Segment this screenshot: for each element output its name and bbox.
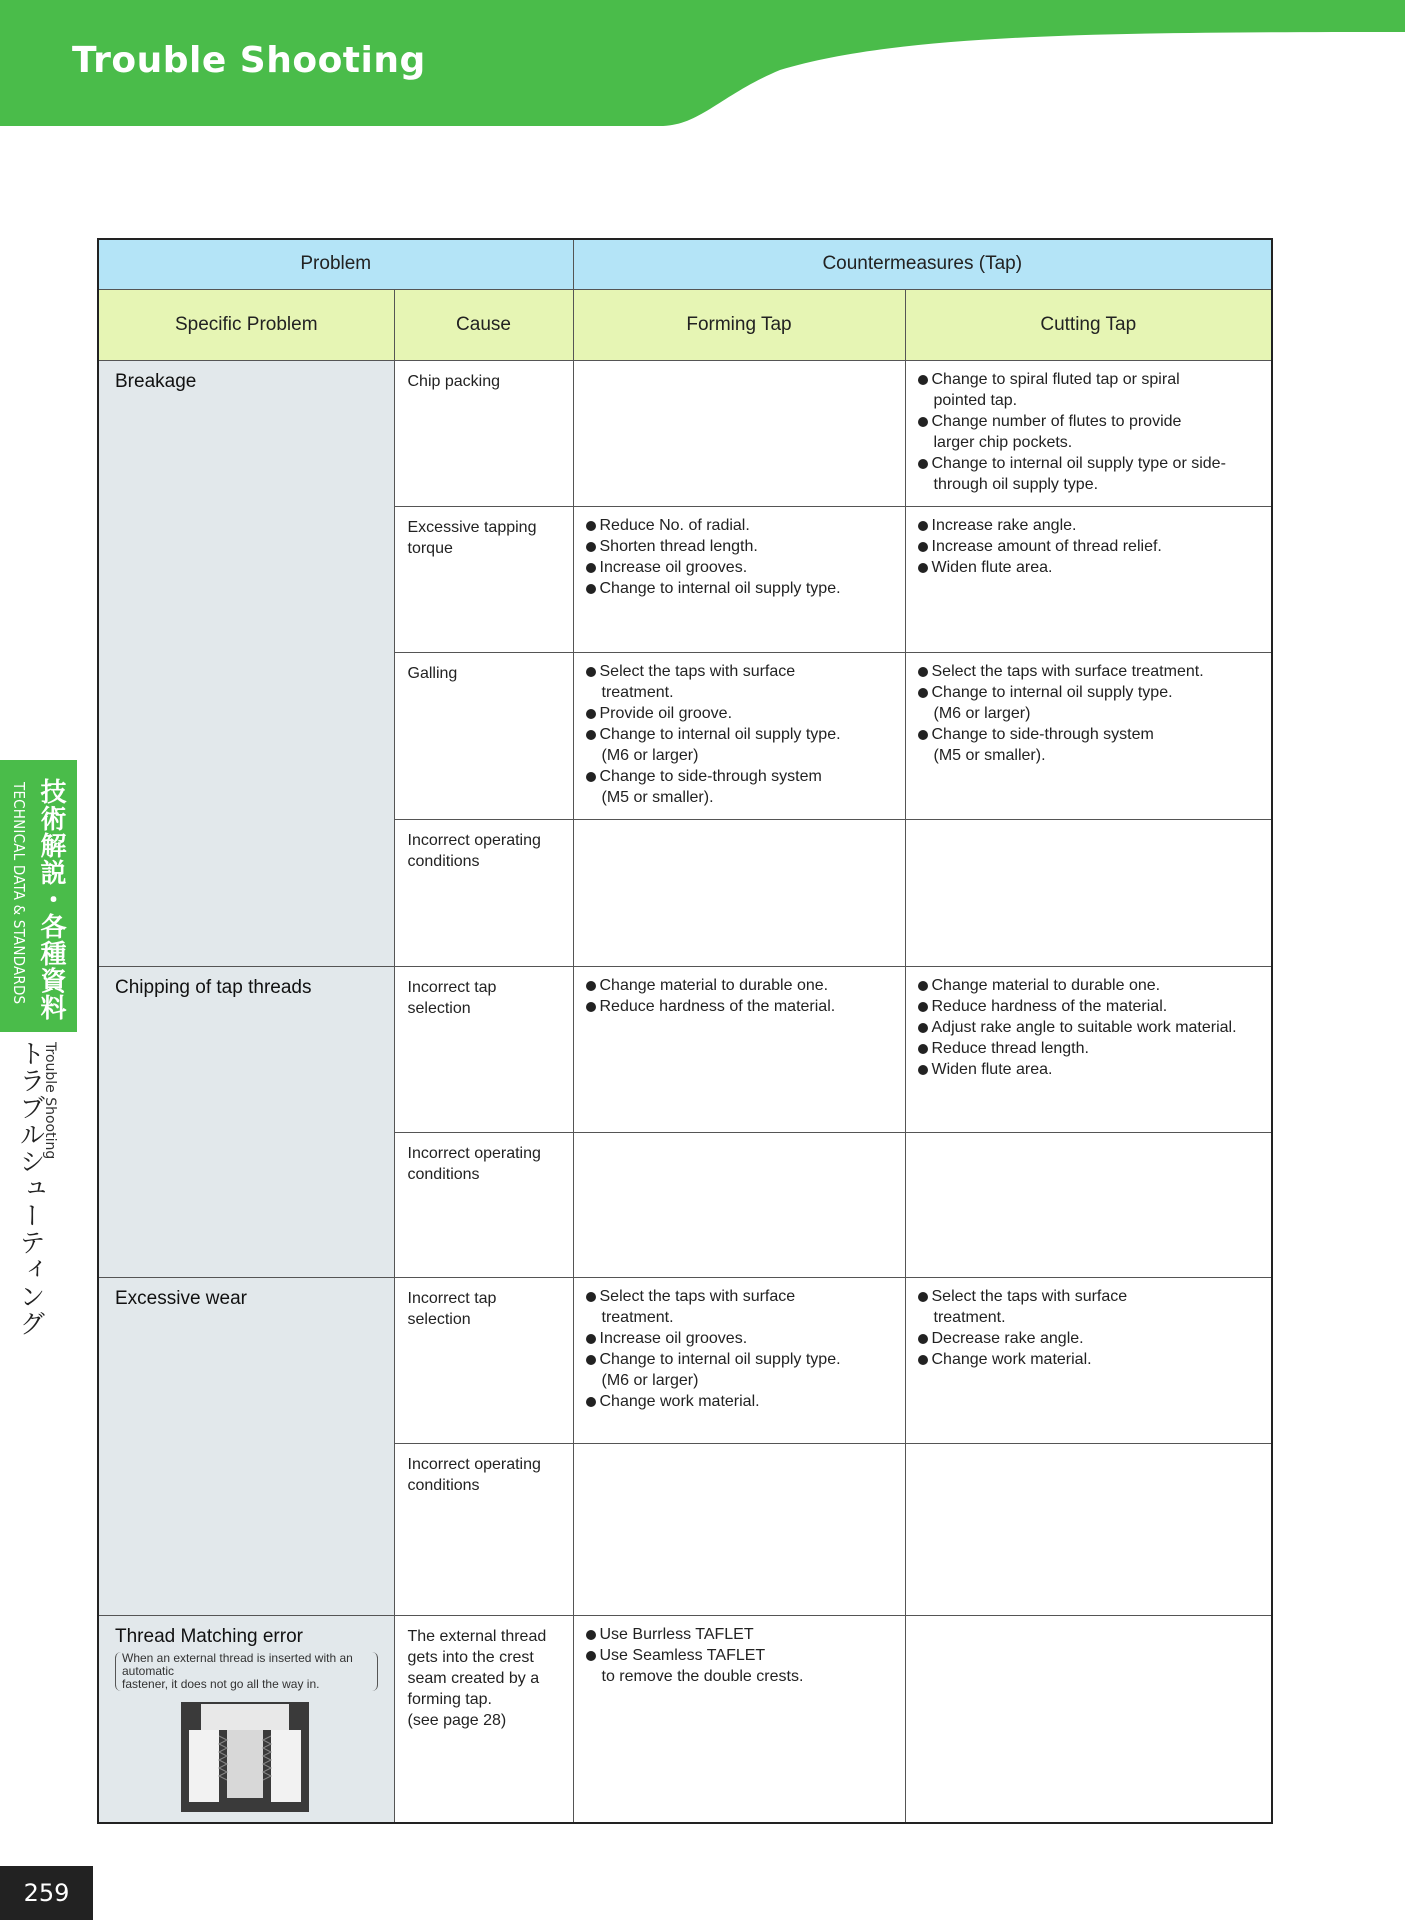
forming-countermeasure-list [586, 1624, 893, 1687]
countermeasure-text: Widen flute area. [931, 1060, 1053, 1078]
forming-countermeasure-list [586, 661, 893, 808]
countermeasure-item [586, 515, 893, 536]
countermeasure-text: Use Burrless TAFLET [599, 1625, 754, 1643]
table-header-row-1 [98, 239, 1272, 289]
countermeasure-item [918, 557, 1260, 578]
cause-cell [394, 966, 573, 1132]
section-label-en: TECHNICAL DATA & STANDARDS [10, 782, 28, 1005]
header-specific-problem: Specific Problem [98, 289, 394, 360]
countermeasure-item [918, 682, 1260, 724]
cutting-countermeasure-list [918, 369, 1260, 495]
countermeasure-text: Change to internal oil supply type. [599, 579, 841, 597]
countermeasure-item [918, 515, 1260, 536]
table-body [98, 360, 1272, 1823]
cutting-tap-cell [905, 652, 1272, 819]
cutting-tap-cell [905, 1132, 1272, 1277]
specific-problem-label: Chipping of tap threads [115, 976, 312, 998]
forming-tap-cell [573, 1277, 905, 1443]
cause-text: selection [407, 999, 471, 1017]
countermeasure-text: Change work material. [599, 1392, 760, 1410]
table-row [98, 360, 1272, 506]
cutting-tap-cell [905, 360, 1272, 506]
countermeasure-text: Select the taps with surface [599, 662, 796, 680]
cutting-countermeasure-list [918, 1286, 1260, 1370]
cause-text: forming tap. [407, 1690, 492, 1708]
countermeasure-item [586, 1349, 893, 1391]
cause-text: Incorrect operating [407, 831, 541, 849]
countermeasure-text: (M6 or larger) [601, 746, 699, 764]
countermeasure-item [918, 369, 1260, 411]
cutting-tap-cell [905, 506, 1272, 652]
forming-tap-cell [573, 966, 905, 1132]
header-band [0, 0, 1405, 130]
cause-text: Galling [407, 664, 458, 682]
countermeasure-text: Change to side-through system [931, 725, 1154, 743]
countermeasure-text: treatment. [601, 683, 674, 701]
countermeasure-text: Change number of flutes to provide [931, 412, 1182, 430]
forming-countermeasure-list [586, 1286, 893, 1412]
countermeasure-text: Change to internal oil supply type. [599, 725, 841, 743]
countermeasure-text: Change to internal oil supply type. [931, 683, 1173, 701]
countermeasure-text: Change to internal oil supply type. [599, 1350, 841, 1368]
cutting-tap-cell [905, 1277, 1272, 1443]
countermeasure-text: Reduce hardness of the material. [931, 997, 1168, 1015]
cause-cell [394, 652, 573, 819]
countermeasure-item [918, 536, 1260, 557]
countermeasure-item [586, 1286, 893, 1328]
trouble-shooting-table [97, 238, 1273, 1824]
cause-text: Incorrect tap [407, 978, 497, 996]
countermeasure-text: Widen flute area. [931, 558, 1053, 576]
forming-tap-cell [573, 819, 905, 966]
specific-problem-cell [98, 1615, 394, 1823]
cause-text: (see page 28) [407, 1711, 507, 1729]
countermeasure-item [918, 453, 1260, 495]
countermeasure-text: Increase oil grooves. [599, 1329, 748, 1347]
side-section-tab [0, 760, 77, 1032]
cutting-tap-cell [905, 819, 1272, 966]
cause-text: Incorrect tap [407, 1289, 497, 1307]
countermeasure-text: Change to internal oil supply type or side- [931, 454, 1226, 472]
cause-text: The external thread [407, 1627, 547, 1645]
countermeasure-item [586, 1624, 893, 1645]
cause-text: Chip packing [407, 372, 500, 390]
countermeasure-item [918, 411, 1260, 453]
cause-cell [394, 819, 573, 966]
cause-cell [394, 506, 573, 652]
page-title: Trouble Shooting [72, 40, 426, 81]
forming-countermeasure-list [586, 515, 893, 599]
header-cause: Cause [394, 289, 573, 360]
cause-cell [394, 1443, 573, 1615]
header-countermeasures: Countermeasures (Tap) [573, 239, 1272, 289]
cause-cell [394, 1277, 573, 1443]
countermeasure-text: Change material to durable one. [599, 976, 829, 994]
cutting-tap-cell [905, 1443, 1272, 1615]
cause-cell [394, 360, 573, 506]
cause-text: gets into the crest [407, 1648, 534, 1666]
cause-text: seam created by a [407, 1669, 540, 1687]
countermeasure-item [918, 1038, 1260, 1059]
countermeasure-text: Shorten thread length. [599, 537, 758, 555]
countermeasure-item [918, 975, 1260, 996]
note-line: When an external thread is inserted with an automatic [122, 1650, 353, 1678]
countermeasure-text: (M5 or smaller). [601, 788, 714, 806]
countermeasure-item [918, 1017, 1260, 1038]
countermeasure-item [586, 1328, 893, 1349]
forming-countermeasure-list [586, 975, 893, 1017]
countermeasure-text: Change material to durable one. [931, 976, 1161, 994]
specific-problem-label: Excessive wear [115, 1287, 247, 1309]
forming-tap-cell [573, 506, 905, 652]
forming-tap-cell [573, 360, 905, 506]
countermeasure-item [586, 536, 893, 557]
countermeasure-text: Reduce No. of radial. [599, 516, 750, 534]
countermeasure-item [918, 1349, 1260, 1370]
countermeasure-text: treatment. [601, 1308, 674, 1326]
countermeasure-text: Change to side-through system [599, 767, 822, 785]
table-row [98, 1615, 1272, 1823]
subsection-label-jp: トラブルシューティング [15, 1040, 45, 1337]
forming-tap-cell [573, 652, 905, 819]
countermeasure-item [586, 557, 893, 578]
forming-tap-cell [573, 1132, 905, 1277]
cause-cell [394, 1132, 573, 1277]
cutting-tap-cell [905, 966, 1272, 1132]
cause-text: torque [407, 539, 453, 557]
countermeasure-text: Increase oil grooves. [599, 558, 748, 576]
countermeasure-item [918, 1059, 1260, 1080]
countermeasure-text: Decrease rake angle. [931, 1329, 1084, 1347]
cutting-countermeasure-list [918, 661, 1260, 766]
countermeasure-text: (M5 or smaller). [933, 746, 1046, 764]
countermeasure-text: Change to spiral fluted tap or spiral [931, 370, 1180, 388]
countermeasure-item [586, 1391, 893, 1412]
countermeasure-text: Reduce hardness of the material. [599, 997, 836, 1015]
countermeasure-text: treatment. [933, 1308, 1006, 1326]
table-row [98, 966, 1272, 1132]
countermeasure-item [918, 996, 1260, 1017]
countermeasure-item [586, 578, 893, 599]
table-row [98, 1277, 1272, 1443]
countermeasure-item [918, 661, 1260, 682]
subsection-label-en: Trouble Shooting [42, 1042, 58, 1160]
specific-problem-label: Thread Matching error [115, 1625, 303, 1647]
countermeasure-text: Reduce thread length. [931, 1039, 1089, 1057]
header-problem: Problem [98, 239, 573, 289]
cutting-countermeasure-list [918, 515, 1260, 578]
thread-cross-section-image [181, 1702, 309, 1812]
specific-problem-cell [98, 360, 394, 966]
countermeasure-item [918, 724, 1260, 766]
countermeasure-item [586, 996, 893, 1017]
cutting-countermeasure-list [918, 975, 1260, 1080]
countermeasure-text: Select the taps with surface [931, 1287, 1128, 1305]
countermeasure-text: (M6 or larger) [601, 1371, 699, 1389]
cause-text: selection [407, 1310, 471, 1328]
table-header-row-2 [98, 289, 1272, 360]
cutting-tap-cell [905, 1615, 1272, 1823]
cause-text: conditions [407, 852, 480, 870]
forming-tap-cell [573, 1615, 905, 1823]
countermeasure-text: Increase rake angle. [931, 516, 1077, 534]
countermeasure-item [586, 1645, 893, 1687]
countermeasure-text: Select the taps with surface [599, 1287, 796, 1305]
countermeasure-item [918, 1328, 1260, 1349]
header-forming-tap: Forming Tap [573, 289, 905, 360]
section-label-jp: 技術解説・各種資料 [36, 778, 66, 1021]
cause-text: conditions [407, 1165, 480, 1183]
page-number: 259 [0, 1866, 93, 1920]
forming-tap-cell [573, 1443, 905, 1615]
countermeasure-item [918, 1286, 1260, 1328]
cause-text: conditions [407, 1476, 480, 1494]
cause-cell [394, 1615, 573, 1823]
countermeasure-item [586, 975, 893, 996]
countermeasure-text: Change work material. [931, 1350, 1092, 1368]
header-cutting-tap: Cutting Tap [905, 289, 1272, 360]
countermeasure-item [586, 766, 893, 808]
countermeasure-item [586, 703, 893, 724]
countermeasure-text: through oil supply type. [933, 475, 1099, 493]
countermeasure-text: Increase amount of thread relief. [931, 537, 1162, 555]
countermeasure-item [586, 724, 893, 766]
specific-problem-label: Breakage [115, 370, 197, 392]
countermeasure-text: (M6 or larger) [933, 704, 1031, 722]
countermeasure-text: Adjust rake angle to suitable work material. [931, 1018, 1237, 1036]
cause-text: Excessive tapping [407, 518, 537, 536]
countermeasure-text: Use Seamless TAFLET [599, 1646, 766, 1664]
countermeasure-text: pointed tap. [933, 391, 1018, 409]
countermeasure-text: to remove the double crests. [601, 1667, 804, 1685]
specific-problem-cell [98, 966, 394, 1277]
countermeasure-text: Select the taps with surface treatment. [931, 662, 1204, 680]
cause-text: Incorrect operating [407, 1455, 541, 1473]
countermeasure-text: larger chip pockets. [933, 433, 1073, 451]
countermeasure-text: Provide oil groove. [599, 704, 733, 722]
cause-text: Incorrect operating [407, 1144, 541, 1162]
problem-note [115, 1652, 378, 1691]
countermeasure-item [586, 661, 893, 703]
specific-problem-cell [98, 1277, 394, 1615]
note-line: fastener, it does not go all the way in. [122, 1676, 320, 1691]
